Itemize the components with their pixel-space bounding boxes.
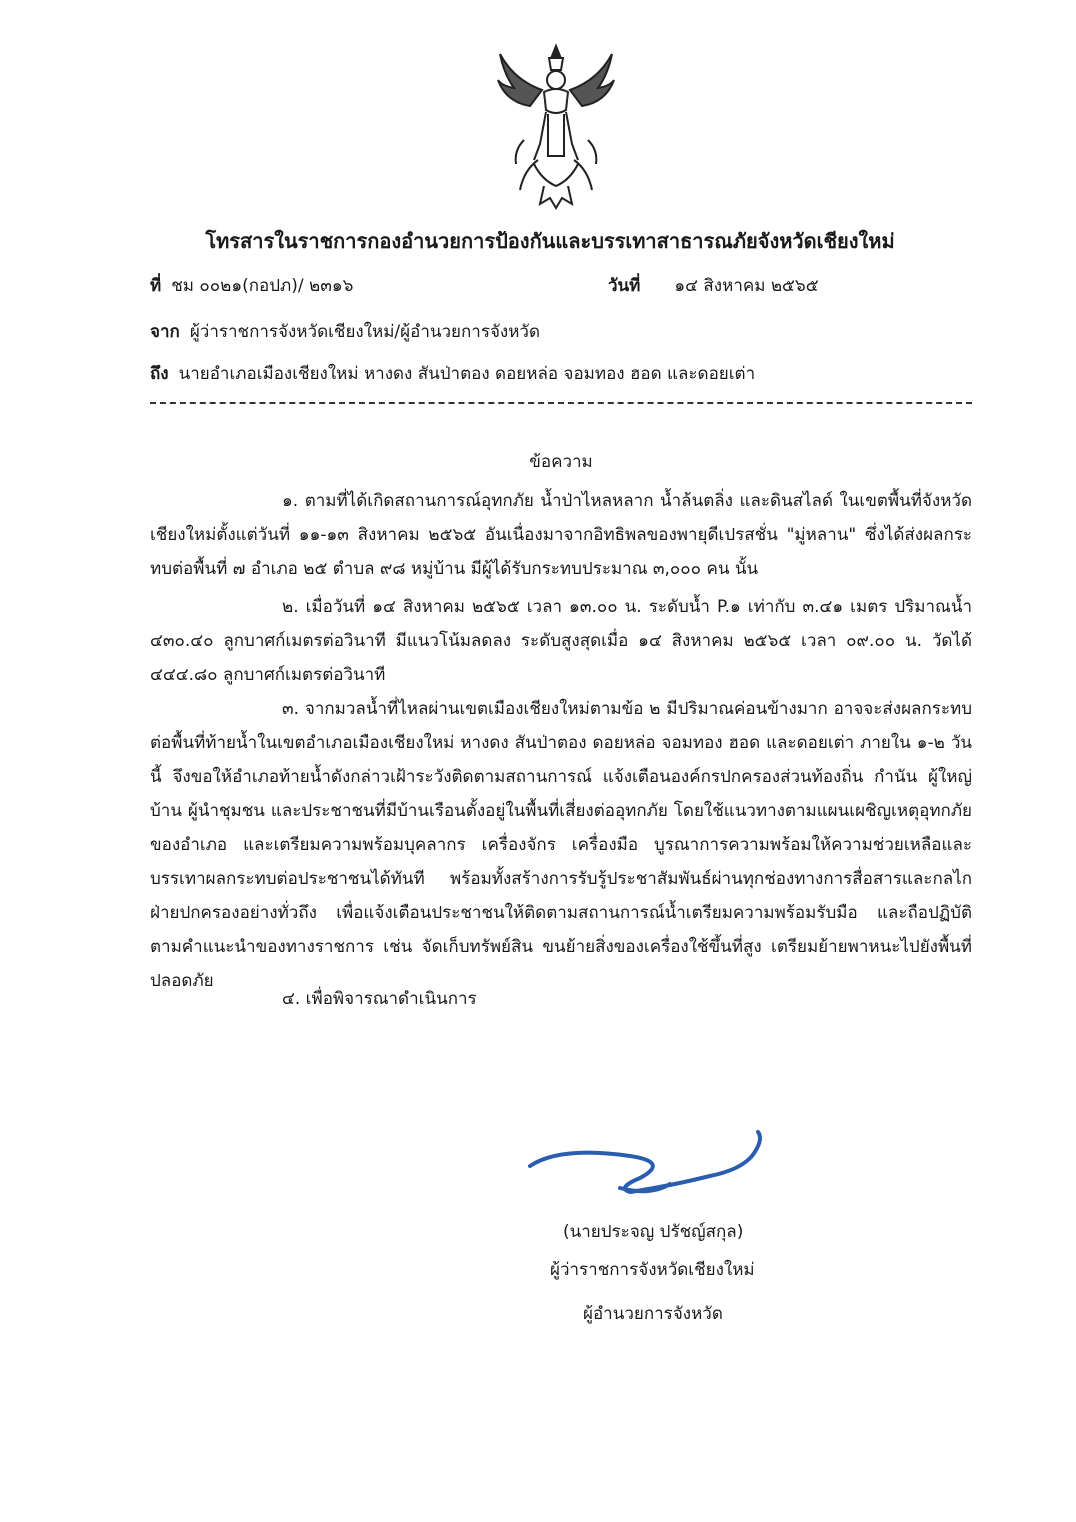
to-value: นายอำเภอเมืองเชียงใหม่ หางดง สันป่าตอง ดอยหล่อ จอมทอง ฮอด และดอยเต่า xyxy=(178,364,756,384)
paragraph-1: ๑. ตามที่ได้เกิดสถานการณ์อุทกภัย น้ำป่าไหลหลาก น้ำล้นตลิ่ง และดินสไลด์ ในเขตพื้นที่จังหวัดเชียงใหม่ตั้งแต่วันที่ ๑๑-๑๓ สิงหาคม ๒๕๖๕ อันเนื่องมาจากอิทธิพลของพายุดีเปรสชั่น "มู่หลาน" ซึ่งได้ส่งผลกระทบต่อพื้นที่ ๗ อำเภอ ๒๕ ตำบล ๙๘ หมู่บ้าน มีผู้ได้รับกระทบประมาณ ๓,๐๐๐ คน นั้น xyxy=(150,491,972,579)
signatory-name: (นายประจญ ปรัชญ์สกุล) xyxy=(563,1222,744,1242)
reference-label: ที่ xyxy=(150,276,162,296)
garuda-emblem-icon xyxy=(494,40,618,212)
paragraph-3: ๓. จากมวลน้ำที่ไหลผ่านเขตเมืองเชียงใหม่ตามข้อ ๒ มีปริมาณค่อนข้างมาก อาจจะส่งผลกระทบต่อพื้นที่ท้ายน้ำในเขตอำเภอเมืองเชียงใหม่ หางดง สันป่าตอง ดอยหล่อ จอมทอง ฮอด และดอยเต่า ภายใน ๑-๒ วันนี้ จึงขอให้อำเภอท้ายน้ำดังกล่าวเฝ้าระวังติดตามสถานการณ์ แจ้งเตือนองค์กรปกครองส่วนท้องถิ่น กำนัน ผู้ใหญ่บ้าน ผู้นำชุมชน และประชาชนที่มีบ้านเรือนตั้งอยู่ในพื้นที่เสี่ยงต่ออุทกภัย โดยใช้แนวทางตามแผนเผชิญเหตุอุทกภัยของอำเภอ และเตรียมความพร้อมบุคลากร เครื่องจักร เครื่องมือ บูรณาการความพร้อมให้ความช่วยเหลือและบรรเทาผลกระทบต่อประชาชนได้ทันที พร้อมทั้งสร้างการรับรู้ประชาสัมพันธ์ผ่านทุกช่องทางการสื่อสารและกลไกฝ่ายปกครองอย่างทั่วถึง เพื่อแจ้งเตือนประชาชนให้ติดตามสถานการณ์น้ำเตรียมความพร้อมรับมือ และถือปฏิบัติตามคำแนะนำของทางราชการ เช่น จัดเก็บทรัพย์สิน ขนย้ายสิ่งของเครื่องใช้ขึ้นที่สูง เตรียมย้ายพาหนะไปยังพื้นที่ปลอดภัย xyxy=(150,699,972,991)
date-label: วันที่ xyxy=(608,276,641,296)
date-row xyxy=(608,272,819,299)
to-label: ถึง xyxy=(150,364,169,384)
from-value: ผู้ว่าราชการจังหวัดเชียงใหม่/ผู้อำนวยการจังหวัด xyxy=(189,322,541,342)
from-row xyxy=(150,318,540,345)
from-label: จาก xyxy=(150,322,180,342)
signature-icon xyxy=(520,1126,780,1206)
separator-line xyxy=(150,402,972,404)
paragraph-4: ๔. เพื่อพิจารณาดำเนินการ xyxy=(282,989,477,1009)
reference-row xyxy=(150,272,353,299)
signatory-position: ผู้ว่าราชการจังหวัดเชียงใหม่ xyxy=(550,1260,755,1280)
message-heading: ข้อความ xyxy=(529,452,593,472)
reference-number: ชม ๐๐๒๑(กอปภ)/ ๒๓๑๖ xyxy=(171,276,354,296)
date-value: ๑๔ สิงหาคม ๒๕๖๕ xyxy=(674,276,819,296)
signatory-role: ผู้อำนวยการจังหวัด xyxy=(583,1304,723,1324)
document-title: โทรสารในราชการกองอำนวยการป้องกันและบรรเทาสาธารณภัยจังหวัดเชียงใหม่ xyxy=(205,229,895,253)
to-row xyxy=(150,360,755,387)
paragraph-2: ๒. เมื่อวันที่ ๑๔ สิงหาคม ๒๕๖๕ เวลา ๑๓.๐๐ น. ระดับน้ำ P.๑ เท่ากับ ๓.๔๑ เมตร ปริมาณน้ำ ๔๓๐.๔๐ ลูกบาศก์เมตรต่อวินาที มีแนวโน้มลดลง ระดับสูงสุดเมื่อ ๑๔ สิงหาคม ๒๕๖๕ เวลา ๐๙.๐๐ น. วัดได้ ๔๔๔.๘๐ ลูกบาศก์เมตรต่อวินาที xyxy=(150,597,972,685)
